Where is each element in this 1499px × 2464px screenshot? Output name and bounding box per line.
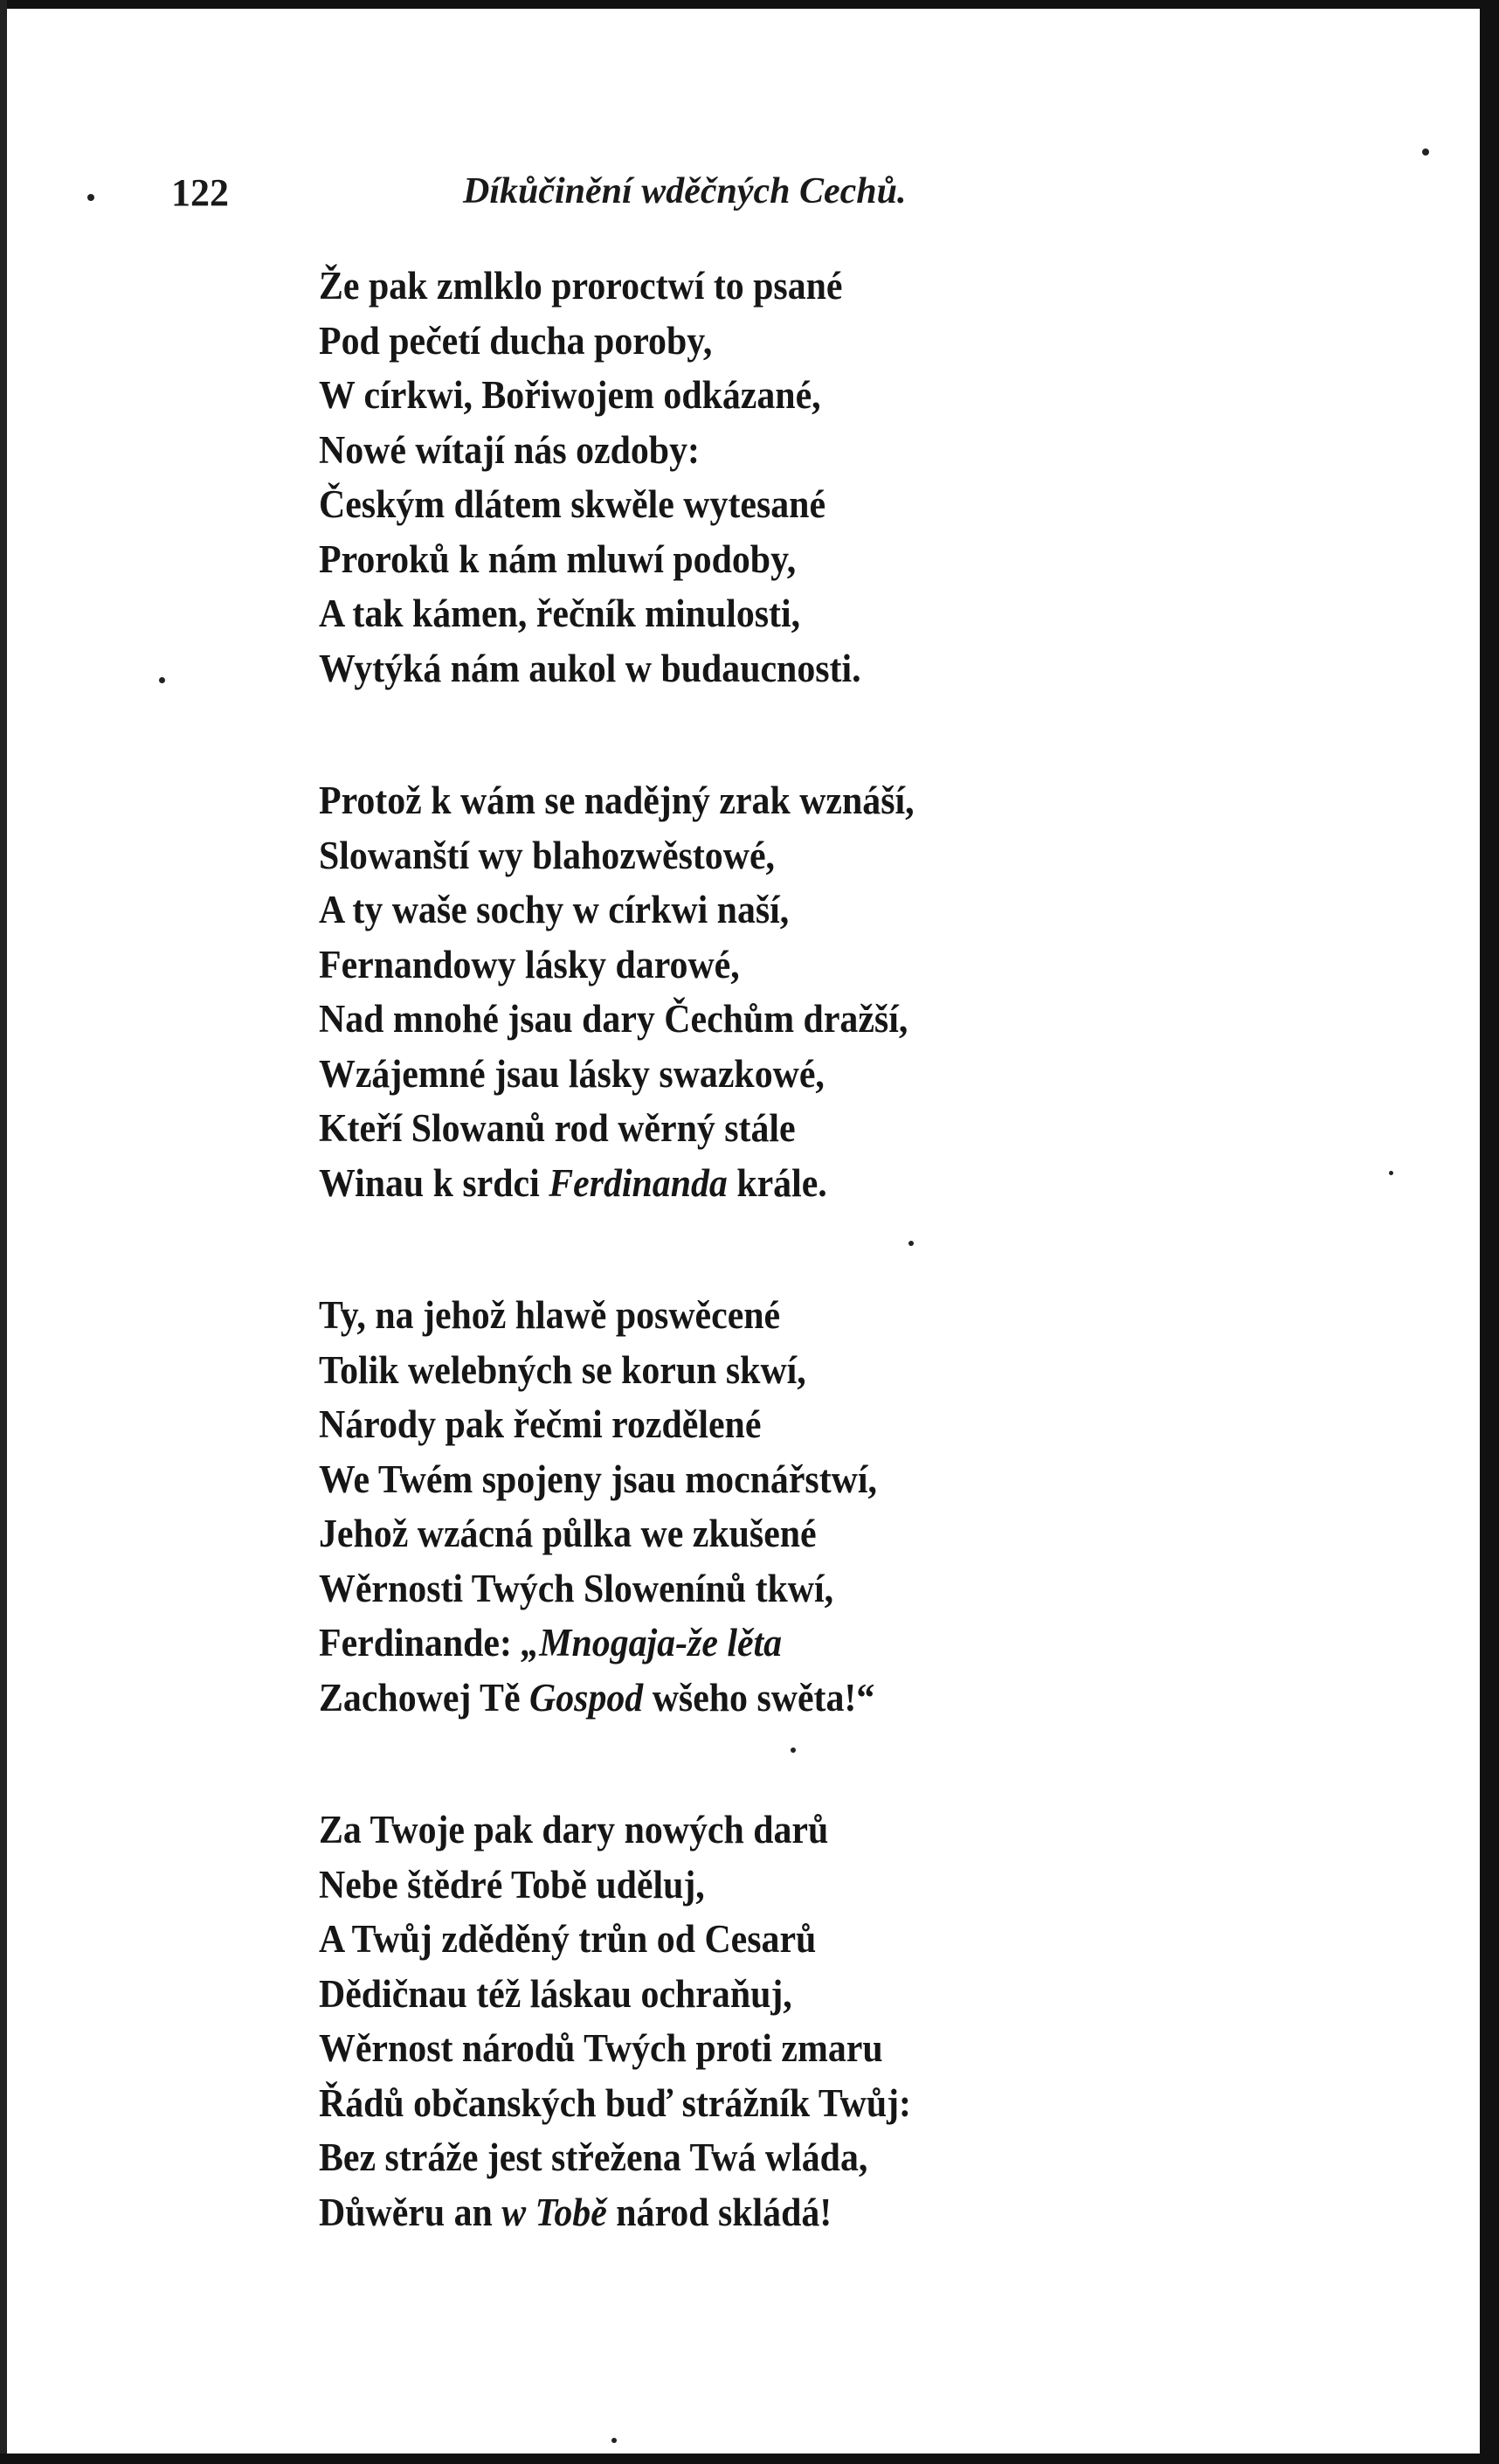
scan-speck [87,194,94,201]
stanza [319,773,1294,1210]
line-text: Důwěru an [319,2190,502,2234]
line-text: krále. [727,1160,827,1205]
line-text: Národy pak řečmi rozdělené [319,1402,762,1446]
poem-line [319,2130,1294,2185]
line-text: wšeho swěta!“ [643,1675,875,1720]
poem-line [319,828,1294,883]
poem-line [319,773,1294,828]
line-text: Že pak zmlklo proroctwí to psané [319,264,843,308]
poem-line [319,1671,1294,1726]
poem-line [319,1506,1294,1561]
poem-line [319,1343,1294,1398]
poem-line [319,1288,1294,1343]
poem-line [319,1803,1294,1858]
poem-line [319,938,1294,993]
line-text: Dědičnau též láskau ochraňuj, [319,1971,792,2016]
poem-line [319,2076,1294,2131]
poem-line [319,1616,1294,1671]
line-text: Nowé wítají nás ozdoby: [319,427,700,472]
line-text: Slowanští wy blahozwěstowé, [319,833,775,877]
line-text: Českým dlátem skwěle wytesané [319,482,826,526]
line-text: Řádů občanských buď strážník Twůj: [319,2080,911,2125]
poem-line [319,641,1294,696]
line-text: We Twém spojeny jsau mocnářstwí, [319,1457,877,1501]
line-text: Wěrnosti Twých Slowenínů tkwí, [319,1566,834,1610]
poem-line [319,882,1294,938]
line-text: Jehož wzácná půlka we zkušené [319,1512,817,1555]
line-text: Za Twoje pak dary nowých darů [319,1808,829,1851]
scan-speck [159,677,165,683]
stanza [319,259,1294,696]
poem-line [319,477,1294,532]
line-text: Bez stráže jest střežena Twá wláda, [319,2135,868,2179]
page-number: 122 [171,171,229,214]
line-text: Tolik welebných se korun skwí, [319,1347,806,1392]
poem-line [319,992,1294,1047]
line-text: Wytýká nám aukol w budaucnosti. [319,646,861,690]
emphasis-text: „Mnogaja-že lěta [521,1621,783,1665]
page-header [0,170,1499,223]
scan-border-left [0,0,7,2464]
poem-line [319,314,1294,369]
poem-line [319,1967,1294,2022]
poem-line [319,1912,1294,1967]
emphasis-text: w Tobě [501,2190,607,2234]
poem-line [319,2021,1294,2076]
poem-line [319,1397,1294,1452]
line-text: Wzájemné jsau lásky swazkowé, [319,1051,825,1096]
scan-speck [791,1748,796,1753]
line-text: Zachowej Tě [319,1675,530,1720]
stanza [319,1288,1294,1725]
poem-line [319,2185,1294,2240]
scan-border-top [0,0,1499,9]
poem-line [319,423,1294,478]
line-text: Wěrnost národů Twých proti zmaru [319,2026,883,2070]
line-text: A Twůj zděděný trůn od Cesarů [319,1917,817,1961]
line-text: A ty waše sochy w církwi naší, [319,888,790,931]
poem-line [319,1561,1294,1616]
line-text: Ty, na jehož hlawě poswěcené [319,1293,781,1337]
poem-line [319,532,1294,587]
line-text: národ skládá! [606,2190,832,2234]
poem-line [319,1156,1294,1211]
poem-body [319,259,1294,2317]
poem-line [319,1858,1294,1913]
emphasis-text: Ferdinanda [549,1160,728,1205]
poem-line [319,368,1294,423]
line-text: Proroků k nám mluwí podoby, [319,536,797,581]
scan-speck [611,2438,617,2443]
poem-line [319,1101,1294,1156]
poem-line [319,1047,1294,1102]
scan-speck [908,1241,914,1246]
line-text: W církwi, Bořiwojem odkázané, [319,373,821,417]
line-text: Kteří Slowanů rod wěrný stále [319,1106,796,1150]
line-text: Nad mnohé jsau dary Čechům dražší, [319,997,908,1041]
running-title: Díkůčinění wděčných Cechů. [463,171,907,211]
scan-border-bottom [0,2454,1499,2464]
line-text: Winau k srdci [319,1160,549,1205]
scan-speck [1422,149,1429,156]
line-text: Nebe štědré Tobě uděluj, [319,1862,705,1907]
line-text: Pod pečetí ducha poroby, [319,318,713,363]
scan-speck [1389,1171,1393,1175]
line-text: Ferdinande: [319,1621,522,1665]
stanza [319,1803,1294,2239]
line-text: Protož k wám se nadějný zrak wznáší, [319,779,915,822]
line-text: Fernandowy lásky darowé, [319,942,740,986]
poem-line [319,586,1294,641]
scan-border-right [1480,0,1499,2464]
line-text: A tak kámen, řečník minulosti, [319,592,801,635]
emphasis-text: Gospod [529,1675,644,1720]
poem-line [319,259,1294,314]
poem-line [319,1452,1294,1507]
